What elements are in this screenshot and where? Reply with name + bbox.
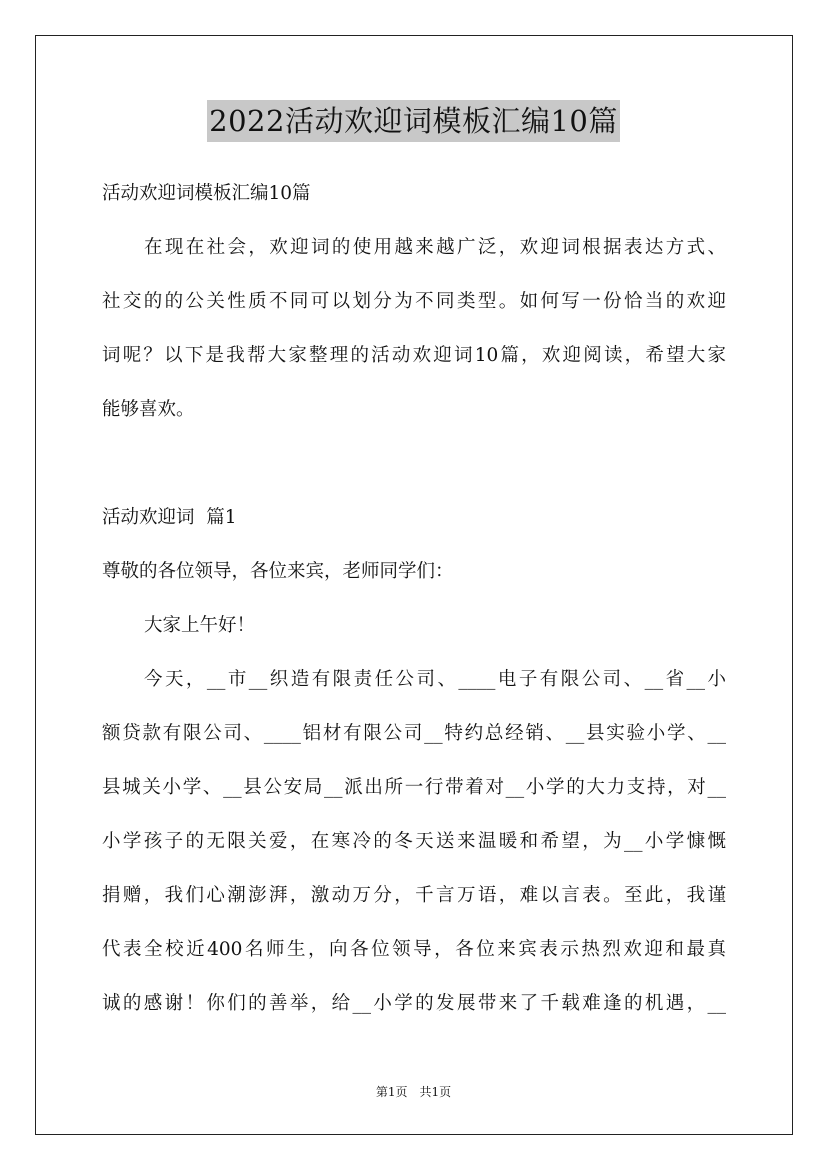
body-line-5: 捐赠，我们心潮澎湃，激动万分，千言万语，难以言表。至此，我谨	[102, 885, 726, 906]
intro-line-2: 社交的的公关性质不同可以划分为不同类型。如何写一份恰当的欢迎	[102, 291, 726, 312]
document-subtitle: 活动欢迎词模板汇编10篇	[102, 183, 311, 204]
body-line-7: 诚的感谢！你们的善举，给__小学的发展带来了千载难逢的机遇，__	[102, 993, 726, 1014]
greeting: 大家上午好！	[144, 615, 256, 636]
intro-line-4: 能够喜欢。	[102, 399, 195, 420]
document-title: 2022活动欢迎词模板汇编10篇	[207, 100, 620, 142]
intro-line-1: 在现在社会，欢迎词的使用越来越广泛，欢迎词根据表达方式、	[144, 237, 726, 258]
body-line-4: 小学孩子的无限关爱，在寒冷的冬天送来温暖和希望，为__小学慷慨	[102, 831, 726, 852]
salutation: 尊敬的各位领导，各位来宾，老师同学们：	[102, 561, 454, 582]
page-number: 第1页	[375, 1085, 408, 1099]
intro-line-3: 词呢？以下是我帮大家整理的活动欢迎词10篇，欢迎阅读，希望大家	[102, 345, 726, 366]
document-title-block	[0, 100, 827, 142]
body-line-3: 县城关小学、__县公安局__派出所一行带着对__小学的大力支持，对__	[102, 777, 726, 798]
body-line-6: 代表全校近400名师生，向各位领导，各位来宾表示热烈欢迎和最真	[102, 939, 726, 960]
body-line-2: 额贷款有限公司、____铝材有限公司__特约总经销、__县实验小学、__	[102, 723, 726, 744]
page-footer	[0, 1084, 827, 1100]
section-heading: 活动欢迎词 篇1	[102, 507, 237, 528]
body-line-1: 今天，__市__织造有限责任公司、____电子有限公司、__省__小	[144, 669, 726, 690]
page-total: 共1页	[419, 1085, 452, 1099]
